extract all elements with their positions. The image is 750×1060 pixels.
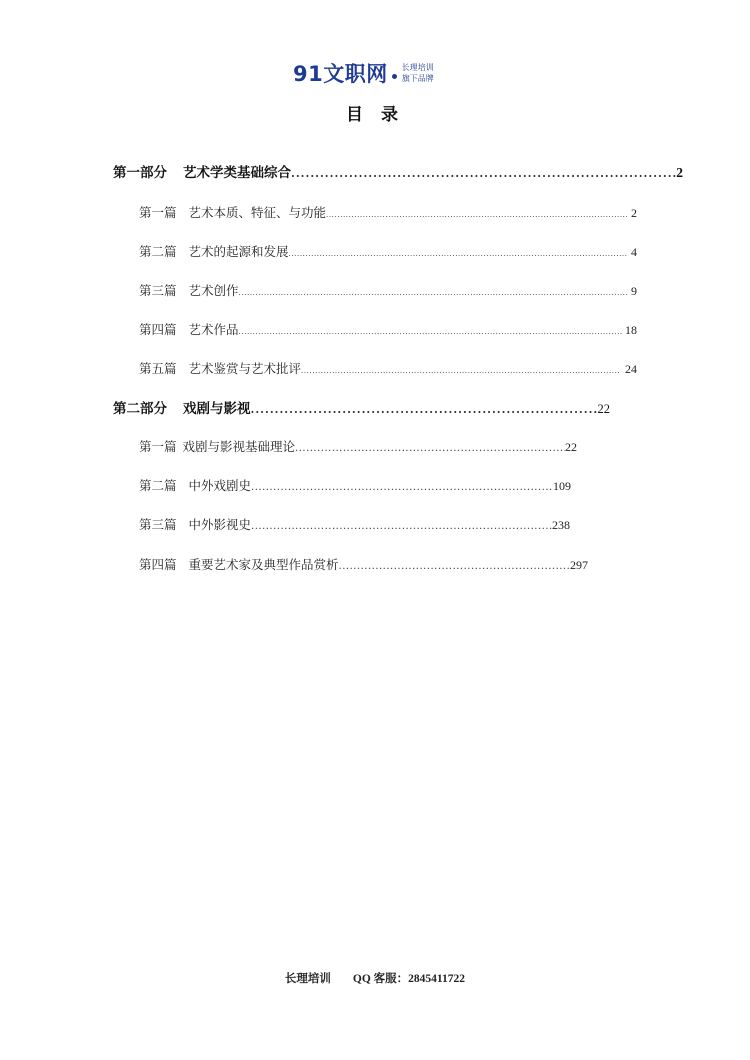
toc-chapter-1-1[interactable] bbox=[139, 203, 637, 221]
toc-leader bbox=[239, 289, 629, 297]
toc-part-number: 第一部分 bbox=[113, 165, 167, 181]
toc-chapter-title: 艺术本质、特征、与功能 bbox=[188, 205, 327, 220]
logo-text: 91文职网 bbox=[293, 62, 388, 86]
toc-page-number: 18 bbox=[625, 323, 637, 337]
toc-page-number: 24 bbox=[625, 362, 637, 376]
toc-part-number: 第二部分 bbox=[113, 401, 167, 417]
toc-leader bbox=[339, 561, 570, 572]
toc-chapter-number: 第四篇 bbox=[139, 557, 177, 572]
toc-chapter-number: 第二篇 bbox=[139, 478, 177, 493]
toc-page-number: 9 bbox=[631, 284, 637, 298]
toc-leader bbox=[295, 443, 565, 454]
toc-leader bbox=[251, 403, 598, 416]
toc-leader bbox=[239, 328, 623, 336]
logo-dot bbox=[392, 74, 397, 79]
logo-tagline-line1: 长理培训 bbox=[401, 63, 434, 72]
toc-chapter-2-1[interactable] bbox=[139, 437, 577, 455]
toc-chapter-title: 艺术鉴赏与艺术批评 bbox=[188, 361, 302, 376]
toc-page-number: 22 bbox=[597, 402, 610, 416]
toc-page-number: 2 bbox=[631, 206, 637, 220]
toc-page-number: 2 bbox=[676, 165, 683, 180]
toc-page-number: 297 bbox=[570, 558, 588, 572]
toc-part-title: 戏剧与影视 bbox=[183, 401, 251, 417]
toc-page-number: 22 bbox=[565, 440, 577, 454]
toc-chapter-number: 第二篇 bbox=[139, 244, 177, 259]
toc-page-number: 109 bbox=[553, 479, 571, 493]
toc-chapter-1-4[interactable] bbox=[139, 320, 637, 338]
page-title: 目 录 bbox=[346, 105, 404, 125]
toc-chapter-1-5[interactable] bbox=[139, 359, 637, 377]
toc-part-2[interactable] bbox=[113, 397, 610, 417]
toc-page-number: 4 bbox=[631, 245, 637, 259]
toc-chapter-title: 艺术创作 bbox=[188, 283, 239, 298]
toc-chapter-number: 第五篇 bbox=[139, 361, 177, 376]
toc-chapter-title: 艺术作品 bbox=[188, 322, 239, 337]
logo-tagline bbox=[402, 62, 434, 84]
toc-chapter-title: 艺术的起源和发展 bbox=[188, 244, 289, 259]
toc-chapter-2-2[interactable] bbox=[139, 476, 571, 494]
brand-logo bbox=[293, 58, 434, 88]
toc-chapter-title: 重要艺术家及典型作品赏析 bbox=[188, 557, 339, 572]
toc-chapter-1-2[interactable] bbox=[139, 242, 637, 260]
toc-page-number: 238 bbox=[552, 518, 570, 532]
toc-leader bbox=[289, 250, 627, 258]
toc-chapter-1-3[interactable] bbox=[139, 281, 637, 299]
toc-leader bbox=[326, 211, 627, 219]
toc-leader bbox=[301, 367, 619, 375]
footer-qq: QQ 客服：2845411722 bbox=[352, 973, 466, 985]
toc-leader bbox=[251, 482, 553, 493]
toc-chapter-title: 中外戏剧史 bbox=[188, 478, 252, 493]
toc-part-title: 艺术学类基础综合 bbox=[183, 165, 291, 181]
toc-chapter-title: 戏剧与影视基础理论 bbox=[182, 439, 296, 454]
toc-leader bbox=[291, 167, 676, 180]
toc-chapter-2-3[interactable] bbox=[139, 515, 570, 533]
footer-brand: 长理培训 bbox=[284, 971, 331, 985]
toc-chapter-number: 第一篇 bbox=[139, 439, 177, 454]
page-footer bbox=[0, 970, 750, 986]
toc-chapter-number: 第三篇 bbox=[139, 517, 177, 532]
toc-chapter-2-4[interactable] bbox=[139, 555, 588, 573]
toc-chapter-title: 中外影视史 bbox=[188, 517, 252, 532]
toc-chapter-number: 第四篇 bbox=[139, 322, 177, 337]
logo-tagline-line2: 旗下品牌 bbox=[401, 74, 434, 83]
toc-part-1[interactable] bbox=[113, 161, 683, 181]
toc-chapter-number: 第三篇 bbox=[139, 283, 177, 298]
toc-chapter-number: 第一篇 bbox=[139, 205, 177, 220]
toc-leader bbox=[251, 521, 552, 532]
